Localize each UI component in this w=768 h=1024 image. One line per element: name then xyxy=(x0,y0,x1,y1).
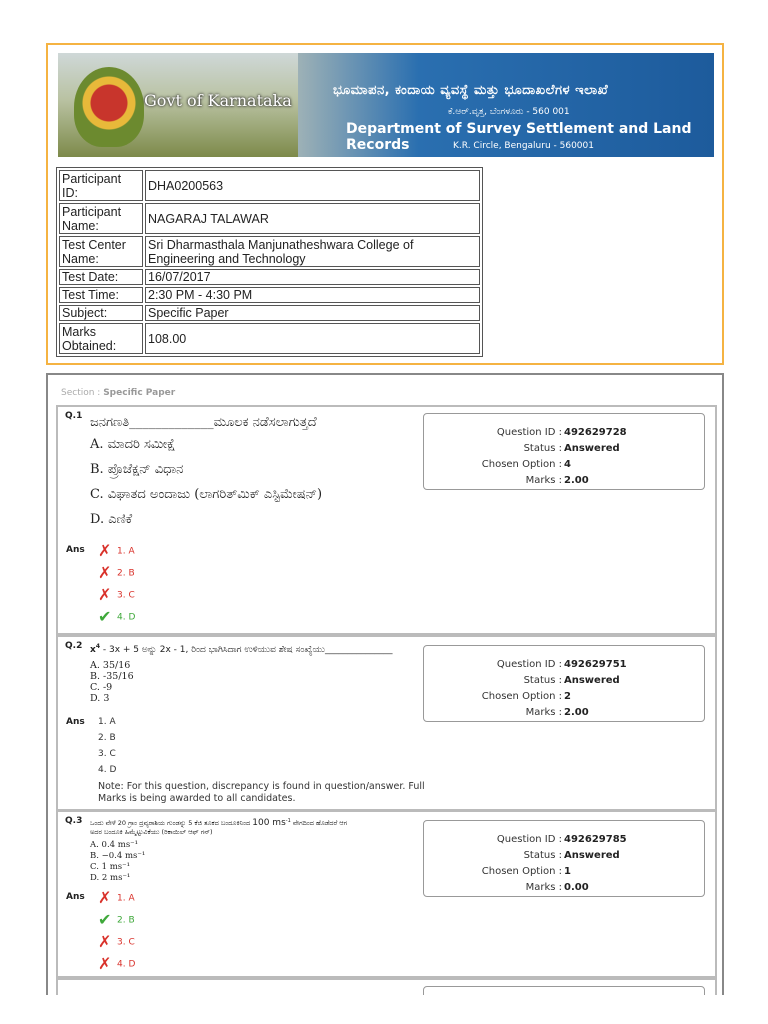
ans-label: Ans xyxy=(66,717,85,727)
option-b: B. ಪ್ರೊಜೆಕ್ಷನ್ ವಿಧಾನ xyxy=(90,462,184,477)
question-number: Q.1 xyxy=(65,411,83,421)
marks-obtained: 108.00 xyxy=(145,323,480,354)
marks-obtained-label: Marks Obtained: xyxy=(59,323,143,354)
answer-option-4: 4. D xyxy=(98,765,117,775)
marks: 2.00 xyxy=(564,475,589,486)
test-time-label: Test Time: xyxy=(59,287,143,303)
answer-option-2: 2. B xyxy=(98,733,116,743)
test-date: 16/07/2017 xyxy=(145,269,480,285)
test-center-label: Test Center Name: xyxy=(59,236,143,267)
ans-label: Ans xyxy=(66,545,85,555)
section-box xyxy=(46,373,724,995)
participant-info-table xyxy=(56,167,483,357)
option-a: A. ಮಾದರಿ ಸಮೀಕ್ಷೆ xyxy=(90,437,176,452)
check-icon: ✔ xyxy=(98,607,112,626)
option-b: B. -35/16 xyxy=(90,671,134,682)
question-meta: Question ID : 492629785 Status : Answered Chosen Option : 1 Marks : 0.00 xyxy=(423,820,705,897)
question-text: ಒಂದು ವೇಳೆ 20 ಗ್ರಾಂ ದ್ರವ್ಯರಾಶಿಯ ಗುಂಡನ್ನು 5 ಕೆಜಿ ತೂಕದ ಬಂದೂಕಿನಿಂದ 100 $ms^{-1}$ ವೇಗದಿಂದ ಹೊಡೆದರೆ ಆಗ ಅದರ ಬಂದೂಕಿ ಹಿಮ್ಮೆಟ್ಟುವಿಕೆಯು (ರಿಕಾಯಿಲ್ ಆಫ್ ಗನ್) xyxy=(90,818,348,837)
option-b: B. −0.4 ms⁻¹ xyxy=(90,851,146,861)
section-title: Section : Specific Paper xyxy=(61,388,176,398)
question-text: ಜನಗಣತಿ_____________ಮೂಲಕ ನಡೆಸಲಾಗುತ್ತದೆ xyxy=(90,415,317,430)
question-card-4 xyxy=(56,978,717,995)
answer-option-1: ✗ 1. A xyxy=(98,888,135,907)
answer-option-1: ✗ 1. A xyxy=(98,541,135,560)
department-address: K.R. Circle, Bengaluru - 560001 xyxy=(453,141,594,151)
chosen-option: 1 xyxy=(564,866,571,877)
cross-icon: ✗ xyxy=(98,954,112,973)
cross-icon: ✗ xyxy=(98,888,112,907)
question-meta: Question ID : 492629751 Status : Answered Chosen Option : 2 Marks : 2.00 xyxy=(423,645,705,722)
option-d: D. ಎಣಿಕೆ xyxy=(90,512,133,527)
question-meta: Question ID : 492629728 Status : Answered Chosen Option : 4 Marks : 2.00 xyxy=(423,413,705,490)
participant-id-label: Participant ID: xyxy=(59,170,143,201)
answer-option-4: ✔ 4. D xyxy=(98,607,136,626)
subject-label: Subject: xyxy=(59,305,143,321)
answer-option-2: ✔ 2. B xyxy=(98,910,135,929)
participant-name: NAGARAJ TALAWAR xyxy=(145,203,480,234)
cross-icon: ✗ xyxy=(98,541,112,560)
option-d: D. 3 xyxy=(90,693,110,704)
question-number: Q.2 xyxy=(65,641,83,651)
marks: 2.00 xyxy=(564,707,589,718)
subject: Specific Paper xyxy=(145,305,480,321)
cross-icon: ✗ xyxy=(98,585,112,604)
answer-option-2: ✗ 2. B xyxy=(98,563,135,582)
status: Answered xyxy=(564,675,620,686)
govt-label: Govt of Karnataka xyxy=(144,91,292,110)
chosen-option: 4 xyxy=(564,459,571,470)
answer-option-3: 3. C xyxy=(98,749,116,759)
option-c: C. 1 ms⁻¹ xyxy=(90,862,131,872)
cross-icon: ✗ xyxy=(98,932,112,951)
participant-id: DHA0200563 xyxy=(145,170,480,201)
status: Answered xyxy=(564,443,620,454)
question-id: 492629785 xyxy=(564,834,627,845)
question-id: 492629751 xyxy=(564,659,627,670)
option-c: C. -9 xyxy=(90,682,113,693)
check-icon: ✔ xyxy=(98,910,112,929)
kannada-subtitle: ಕೆ.ಆರ್.ವೃತ್ತ, ಬೆಂಗಳೂರು - 560 001 xyxy=(448,107,570,117)
test-center: Sri Dharmasthala Manjunatheshwara College of Engineering and Technology xyxy=(145,236,480,267)
question-number: Q.3 xyxy=(65,816,83,826)
question-card-1 xyxy=(56,405,717,635)
department-title: Department of Survey Settlement and Land Records xyxy=(346,121,692,153)
question-meta xyxy=(423,986,705,995)
status: Answered xyxy=(564,850,620,861)
answer-option-4: ✗ 4. D xyxy=(98,954,136,973)
answer-option-1: 1. A xyxy=(98,717,116,727)
option-c: C. ವಿಘಾತದ ಅಂದಾಜು (ಲಾಗರಿತ್‌ಮಿಕ್ ಎಸ್ಟಿಮೇಷನ್) xyxy=(90,487,323,502)
option-d: D. 2 ms⁻¹ xyxy=(90,873,131,883)
question-card-3 xyxy=(56,810,717,978)
question-id: 492629728 xyxy=(564,427,627,438)
discrepancy-note: Note: For this question, discrepancy is found in question/answer. Full Marks is being awarded to all candidates. xyxy=(98,781,425,804)
marks: 0.00 xyxy=(564,882,589,893)
kannada-title: ಭೂಮಾಪನ, ಕಂದಾಯ ವ್ಯವಸ್ಥೆ ಮತ್ತು ಭೂದಾಖಲೆಗಳ ಇಲಾಖೆ xyxy=(333,83,609,98)
karnataka-emblem-icon xyxy=(74,67,144,147)
question-text: $x^4 - 3x + 5$ ಅನ್ನು 2x - 1, ರಿಂದ ಭಾಗಿಸಿದಾಗ ಉಳಿಯುವ ಶೇಷ ಸಂಖ್ಯೆಯು_______________ xyxy=(90,643,393,655)
answer-option-3: ✗ 3. C xyxy=(98,585,135,604)
option-a: A. 0.4 ms⁻¹ xyxy=(90,840,139,850)
test-time: 2:30 PM - 4:30 PM xyxy=(145,287,480,303)
test-date-label: Test Date: xyxy=(59,269,143,285)
ans-label: Ans xyxy=(66,892,85,902)
question-card-2 xyxy=(56,635,717,811)
cross-icon: ✗ xyxy=(98,563,112,582)
chosen-option: 2 xyxy=(564,691,571,702)
department-banner xyxy=(58,53,714,157)
option-a: A. 35/16 xyxy=(90,660,131,671)
participant-name-label: Participant Name: xyxy=(59,203,143,234)
answer-option-3: ✗ 3. C xyxy=(98,932,135,951)
